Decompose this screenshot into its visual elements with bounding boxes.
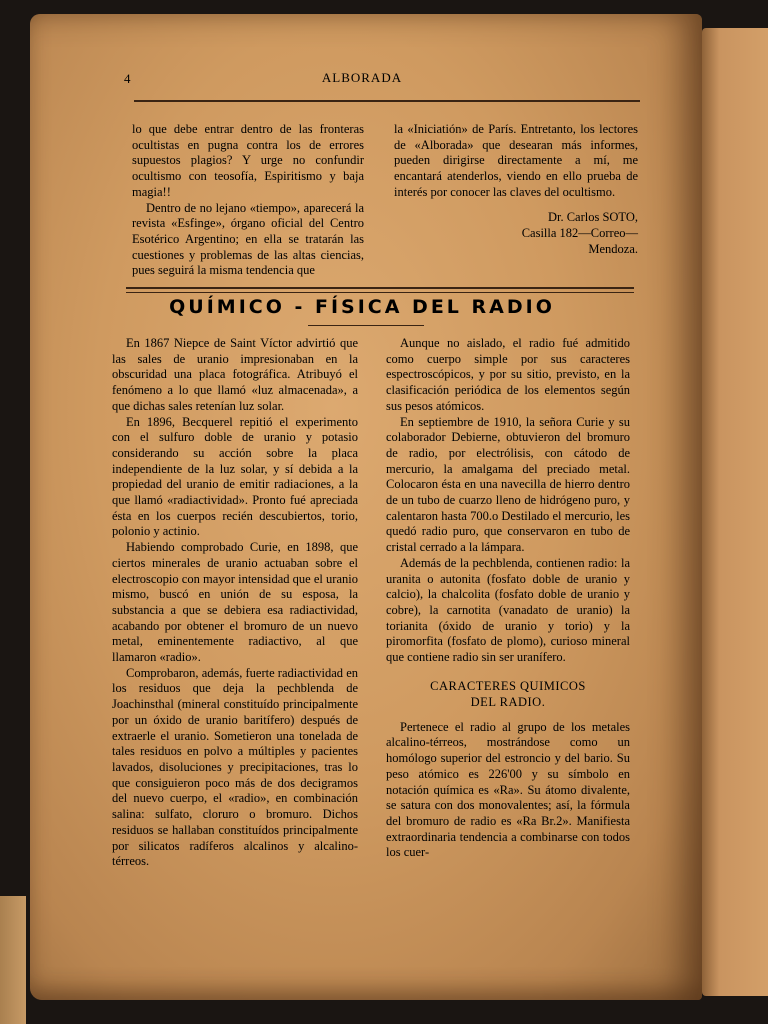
- subheading-line: CARACTERES QUIMICOS: [430, 678, 586, 693]
- article-paragraph: Además de la pechblenda, contienen radio: la uranita o autonita (fosfato doble de uranio y calcio), la chalcolita (fosfato doble de uranio y cobre), la carnotita (vanadato de uranio) la torianita (óxido de uranio y torio) y la piromorfita (fosfato de plomo), curioso mineral que contiene radio sin ser uranífero.: [386, 555, 630, 665]
- author-signature: [394, 209, 638, 257]
- next-page-edge: [702, 28, 768, 996]
- page-number: 4: [124, 71, 131, 86]
- article-paragraph: Aunque no aislado, el radio fué admitido como cuerpo simple por sus caracteres espectroscópicos, y por su sitio, previsto, en la clasificación periódica de los elementos según sus pesos atómicos.: [386, 336, 630, 413]
- author-name: Dr. Carlos SOTO,: [547, 209, 638, 224]
- subheading: [386, 678, 630, 710]
- article-right-column: [386, 336, 630, 861]
- article-paragraph: En 1867 Niepce de Saint Víctor advirtió que las sales de uranio impresionaban en la obscuridad una placa fotográfica. Atribuyó el fenómeno a lo que llamó «luz almacenada», a que dichas sales retenían luz solar.: [112, 336, 358, 413]
- prev-left-paragraph: Dentro de no lejano «tiempo», aparecerá la revista «Esfinge», órgano oficial del Centro Esotérico Argentino; en ella se tratarán las cuestiones y problemas de las altas ciencias, pues seguirá la misma tendencia que: [132, 200, 364, 278]
- article-paragraph: Comprobaron, además, fuerte radiactividad en los residuos que deja la pechblenda de Joachinsthal (mineral constituído principalmente por un óxido de uranio baritífero) después de extraerle el uranio. Sometieron una tonelada de tales residuos en polvo a múltiples y pacientes lavados, disoluciones y precipitaciones, tras lo que consiguieron poco más de dos decigramos del nuevo cuerpo, el «radio», en combinación salina: sulfato, cloruro o bromuro. Dichos residuos se hallaban constituídos principalmente por silicatos radíferos alcalinos y alcalino-térreos.: [112, 665, 358, 869]
- article-paragraph: Pertenece el radio al grupo de los metales alcalino-térreos, mostrándose como un homólogo superior del estroncio y del bario. Su peso atómico es 226'00 y su símbolo en notación química es «Ra». Su átomo divalente, se satura con dos monovalentes; así, la fórmula del bromuro de radio es «Ra Br.2». Manifiesta extraordinaria tendencia a combinarse con todos los cuer-: [386, 719, 630, 860]
- section-rule-top: [126, 287, 634, 289]
- author-address: Casilla 182—Correo—: [521, 225, 638, 240]
- article-paragraph: Habiendo comprobado Curie, en 1898, que ciertos minerales de uranio actuaban sobre el electroscopio con mayor intensidad que el uranio mismo, buscó en unión de su esposa, la substancia a que se debiera esa radiactividad, acabando por obtener el bromuro de un nuevo metal, eminentemente radiactivo, al que llamaron «radio».: [112, 540, 358, 665]
- header-rule: [134, 100, 640, 102]
- prev-article-right-column: [394, 122, 638, 257]
- article-left-column: [112, 336, 358, 870]
- title-underline: [308, 325, 424, 326]
- torn-paper-scrap: [0, 896, 26, 1024]
- article-paragraph: En septiembre de 1910, la señora Curie y su colaborador Debierne, obtuvieron del bromuro de radio, por electrólisis, con cátodo de mercurio, la amalgama del preciado metal. Colocaron ésta en una navecilla de hierro dentro de un tubo de cuarzo lleno de hidrógeno puro, y calentaron hasta 700.o Destilado el mercurio, les quedó radio puro, que conservaron en tubo de cristal cerrado a la lámpara.: [386, 414, 630, 555]
- subheading-line: DEL RADIO.: [470, 694, 546, 709]
- section-rule-bottom: [126, 292, 634, 293]
- article-paragraph: En 1896, Becquerel repitió el experimento con el sulfuro doble de uranio y potasio considerando su acción sobre la placa independiente de la luz solar, y sí debida a la propiedad del uranio de emitir radiaciones, a la que llamó «radiactividad». Pronto fué apreciada ésta en los cuerpos recién descubiertos, torio, polonio y actinio.: [112, 414, 358, 539]
- running-title: ALBORADA: [321, 70, 403, 85]
- author-city: Mendoza.: [588, 241, 638, 256]
- prev-right-paragraph: la «Iniciatión» de París. Entretanto, los lectores de «Alborada» que desearan más informes, pueden dirigirse directamente a mí, me encantará atenderlos, viendo en ello prueba de interés por conocer las claves del ocultismo.: [394, 122, 638, 199]
- prev-left-paragraph: lo que debe entrar dentro de las fronteras ocultistas en pugna contra los de errores supuestos plagios? Y urge no confundir ocultismo con teosofía, Espiritismo y baja magia!!: [132, 122, 364, 199]
- prev-article-left-column: [132, 122, 364, 279]
- article-title: QUÍMICO - FÍSICA DEL RADIO: [169, 296, 555, 318]
- page-header: [98, 70, 626, 90]
